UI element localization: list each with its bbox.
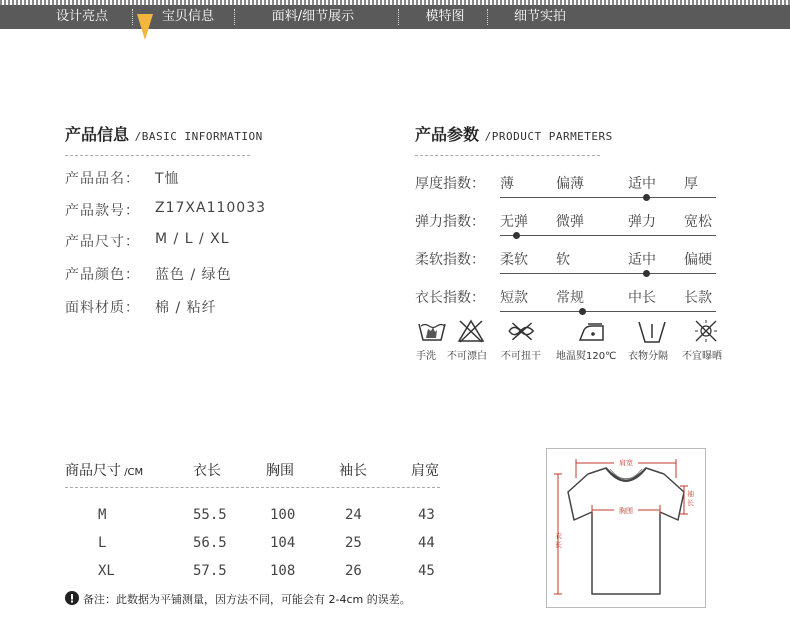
- param-indicator-dot: [579, 308, 586, 315]
- size-col-header: 肩宽: [411, 463, 439, 479]
- care-label: 衣物分隔: [628, 351, 668, 362]
- nav-item-info[interactable]: 宝贝信息: [161, 9, 214, 24]
- nav-separator: [234, 9, 235, 25]
- nav-item-model[interactable]: 模特图: [425, 9, 465, 24]
- param-option: 适中: [628, 176, 656, 192]
- param-option: 厚: [684, 176, 698, 192]
- divider: [65, 487, 440, 488]
- divider: [65, 155, 250, 156]
- param-option: 弹力: [628, 214, 656, 230]
- param-option: 软: [556, 252, 570, 268]
- info-label: 面料材质：: [65, 300, 140, 316]
- size-table-title: 商品尺寸 /CM: [65, 463, 144, 479]
- param-option: 柔软: [500, 252, 528, 268]
- info-label: 产品颜色：: [65, 267, 140, 283]
- nav-item-fabric[interactable]: 面料/细节展示: [271, 9, 355, 24]
- nav-separator: [398, 9, 399, 25]
- size-cell: 57.5: [193, 563, 227, 579]
- size-col-header: 胸围: [266, 463, 294, 479]
- info-label: 产品尺寸：: [65, 234, 140, 250]
- diagram-chest-label: 胸围: [619, 507, 633, 515]
- param-option: 常规: [556, 290, 584, 306]
- top-nav: [0, 5, 790, 29]
- care-label: 手洗: [416, 351, 436, 362]
- care-label: 不宜曝晒: [682, 351, 722, 362]
- separate-wash-icon: [636, 318, 668, 344]
- size-col-header: 袖长: [339, 463, 367, 479]
- param-option: 薄: [500, 176, 514, 192]
- no-wring-icon: [506, 318, 538, 344]
- size-cell: 26: [345, 563, 362, 579]
- param-option: 偏薄: [556, 176, 584, 192]
- diagram-shoulder-label: 肩宽: [619, 459, 633, 467]
- divider: [415, 155, 600, 156]
- size-row-label: XL: [98, 563, 115, 579]
- low-iron-icon: [576, 318, 608, 344]
- size-cell: 45: [418, 563, 435, 579]
- product-info-title: 产品信息 /BASIC INFORMATION: [65, 125, 263, 144]
- param-indicator-dot: [643, 270, 650, 277]
- size-row-label: L: [98, 535, 107, 551]
- param-indicator-dot: [643, 194, 650, 201]
- care-label: 地温熨120℃: [556, 351, 617, 362]
- param-track: [500, 197, 716, 198]
- param-track: [500, 273, 716, 274]
- param-option: 短款: [500, 290, 528, 306]
- product-params-title: 产品参数 /PRODUCT PARMETERS: [415, 125, 613, 144]
- tshirt-measure-diagram: [546, 448, 706, 608]
- nav-item-detail[interactable]: 细节实拍: [513, 9, 566, 24]
- diagram-sleeve-label: 袖长: [687, 490, 694, 507]
- nav-separator: [487, 9, 488, 25]
- care-label: 不可漂白: [447, 351, 487, 362]
- size-col-header: 衣长: [193, 463, 221, 479]
- size-cell: 25: [345, 535, 362, 551]
- size-cell: 44: [418, 535, 435, 551]
- info-value: T恤: [155, 171, 180, 187]
- size-cell: 24: [345, 507, 362, 523]
- nav-item-design[interactable]: 设计亮点: [55, 9, 108, 24]
- param-option: 长款: [684, 290, 712, 306]
- param-label: 厚度指数：: [415, 176, 485, 192]
- info-value: Z17XA110033: [155, 200, 267, 216]
- size-cell: 56.5: [193, 535, 227, 551]
- care-label: 不可扭干: [501, 351, 541, 362]
- hand-wash-icon: [416, 318, 448, 344]
- param-label: 弹力指数：: [415, 214, 485, 230]
- param-option: 适中: [628, 252, 656, 268]
- nav-separator: [132, 9, 133, 25]
- param-option: 无弹: [500, 214, 528, 230]
- info-label: 产品款号：: [65, 203, 140, 219]
- size-row-label: M: [98, 507, 107, 523]
- no-sun-icon: [690, 318, 722, 344]
- size-note: 备注：此数据为平铺测量，因方法不同，可能会有 2-4cm 的误差。: [83, 593, 411, 606]
- param-option: 偏硬: [684, 252, 712, 268]
- nav-active-pointer: [137, 14, 153, 40]
- param-track: [500, 311, 716, 312]
- info-label: 产品品名：: [65, 171, 140, 187]
- size-cell: 100: [270, 507, 296, 523]
- diagram-length-label: 衣长: [555, 532, 562, 549]
- param-indicator-dot: [513, 232, 520, 239]
- size-cell: 43: [418, 507, 435, 523]
- param-option: 中长: [628, 290, 656, 306]
- info-value: 蓝色 / 绿色: [155, 267, 232, 283]
- param-label: 衣长指数：: [415, 290, 485, 306]
- info-value: 棉 / 粘纤: [155, 300, 217, 316]
- param-option: 宽松: [684, 214, 712, 230]
- size-cell: 104: [270, 535, 296, 551]
- size-cell: 108: [270, 563, 296, 579]
- info-value: M / L / XL: [155, 231, 230, 247]
- no-bleach-icon: [455, 318, 487, 344]
- warning-icon: [65, 591, 79, 605]
- param-option: 微弹: [556, 214, 584, 230]
- param-label: 柔软指数：: [415, 252, 485, 268]
- param-track: [500, 235, 716, 236]
- size-cell: 55.5: [193, 507, 227, 523]
